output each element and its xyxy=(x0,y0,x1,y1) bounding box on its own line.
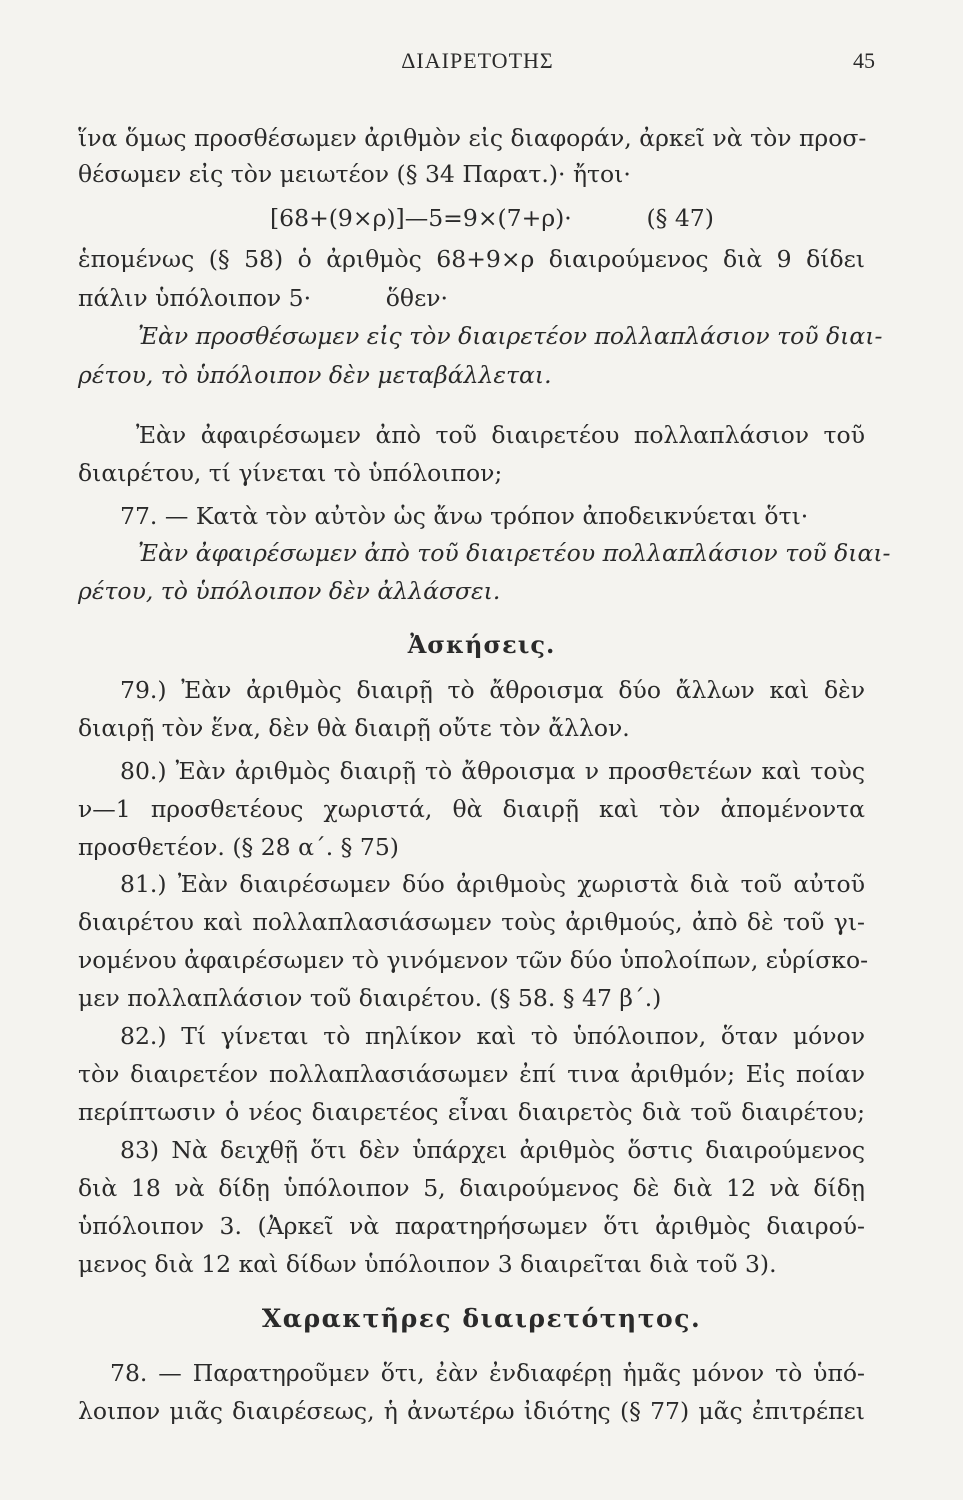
paragraph-77-line: 77. — Κατὰ τὸν αὐτὸν ὡς ἄνω τρόπον ἀποδεικνύεται ὅτι· xyxy=(120,502,809,530)
theorem-line: Ἐὰν προσθέσωμεν εἰς τὸν διαιρετέον πολλαπλάσιον τοῦ διαι- xyxy=(138,322,883,350)
running-title: ΔΙΑΙΡΕΤΟΤΗΣ xyxy=(401,48,554,73)
page-number: 45 xyxy=(853,48,875,73)
exercise-80: 80.) Ἐὰν ἀριθμὸς διαιρῇ τὸ ἄθροισμα ν προσθετέων καὶ τοὺς xyxy=(120,757,865,785)
text-line: ἑπομένως (§ 58) ὁ ἀριθμὸς 68+9×ρ διαιρούμενος διὰ 9 δίδει xyxy=(78,245,865,273)
text-line: τὸν διαιρετέον πολλαπλασιάσωμεν ἐπί τινα ἀριθμόν; Εἰς ποίαν xyxy=(78,1060,865,1088)
text-line: λοιπον μιᾶς διαιρέσεως, ἡ ἀνωτέρω ἰδιότης (§ 77) μᾶς ἐπιτρέπει xyxy=(78,1397,865,1425)
text-line: ὑπόλοιπον 3. (Ἀρκεῖ νὰ παρατηρήσωμεν ὅτι ἀριθμὸς διαιρού- xyxy=(78,1212,865,1240)
theorem-line: ρέτου, τὸ ὑπόλοιπον δὲν μεταβάλλεται. xyxy=(78,361,552,389)
text-line: προσθετέον. (§ 28 α΄. § 75) xyxy=(78,833,399,861)
section-heading-divisibility: Χαρακτῆρες διαιρετότητος. xyxy=(261,1304,702,1333)
theorem-line: ρέτου, τὸ ὑπόλοιπον δὲν ἀλλάσσει. xyxy=(78,577,501,605)
equation-line: [68+(9×ρ)]—5=9×(7+ρ)· (§ 47) xyxy=(270,204,714,232)
paragraph-78-line: 78. — Παρατηροῦμεν ὅτι, ἐὰν ἐνδιαφέρῃ ἡμᾶς μόνον τὸ ὑπό- xyxy=(110,1359,865,1387)
running-header xyxy=(80,48,875,82)
section-heading-exercises: Ἀσκήσεις. xyxy=(407,630,556,659)
text-line: νομένου ἀφαιρέσωμεν τὸ γινόμενον τῶν δύο ὑπολοίπων, εὑρίσκο- xyxy=(78,946,869,974)
text-line: μεν πολλαπλάσιον τοῦ διαιρέτου. (§ 58. § 47 β΄.) xyxy=(78,984,662,1012)
text-line: διαιρέτου, τί γίνεται τὸ ὑπόλοιπον; xyxy=(78,459,503,487)
text-line: μενος διὰ 12 καὶ δίδων ὑπόλοιπον 3 διαιρεῖται διὰ τοῦ 3). xyxy=(78,1250,777,1278)
exercise-79: 79.) Ἐὰν ἀριθμὸς διαιρῇ τὸ ἄθροισμα δύο ἄλλων καὶ δὲν xyxy=(120,676,865,704)
exercise-82: 82.) Τί γίνεται τὸ πηλίκον καὶ τὸ ὑπόλοιπον, ὅταν μόνον xyxy=(120,1022,865,1050)
text-line: διαιρέτου καὶ πολλαπλασιάσωμεν τοὺς ἀριθμούς, ἀπὸ δὲ τοῦ γι- xyxy=(78,908,865,936)
exercise-81: 81.) Ἐὰν διαιρέσωμεν δύο ἀριθμοὺς χωριστὰ διὰ τοῦ αὐτοῦ xyxy=(120,870,865,898)
text-line: περίπτωσιν ὁ νέος διαιρετέος εἶναι διαιρετὸς διὰ τοῦ διαιρέτου; xyxy=(78,1098,865,1126)
text-line: θέσωμεν εἰς τὸν μειωτέον (§ 34 Παρατ.)· ἤτοι· xyxy=(78,160,631,188)
exercise-83: 83) Νὰ δειχθῇ ὅτι δὲν ὑπάρχει ἀριθμὸς ὅστις διαιρούμενος xyxy=(120,1136,865,1164)
text-line: ἵνα ὅμως προσθέσωμεν ἀριθμὸν εἰς διαφοράν, ἀρκεῖ νὰ τὸν προσ- xyxy=(78,124,867,152)
text-line: διὰ 18 νὰ δίδῃ ὑπόλοιπον 5, διαιρούμενος δὲ διὰ 12 νὰ δίδῃ xyxy=(78,1174,865,1202)
text-line: Ἐὰν ἀφαιρέσωμεν ἀπὸ τοῦ διαιρετέου πολλαπλάσιον τοῦ xyxy=(136,421,865,449)
text-line: ν—1 προσθετέους χωριστά, θὰ διαιρῇ καὶ τὸν ἀπομένοντα xyxy=(78,795,865,823)
text-line: πάλιν ὑπόλοιπον 5· ὅθεν· xyxy=(78,284,449,312)
theorem-line: Ἐὰν ἀφαιρέσωμεν ἀπὸ τοῦ διαιρετέου πολλαπλάσιον τοῦ διαι- xyxy=(138,539,891,567)
text-line: διαιρῇ τὸν ἕνα, δὲν θὰ διαιρῇ οὔτε τὸν ἄλλον. xyxy=(78,714,630,742)
